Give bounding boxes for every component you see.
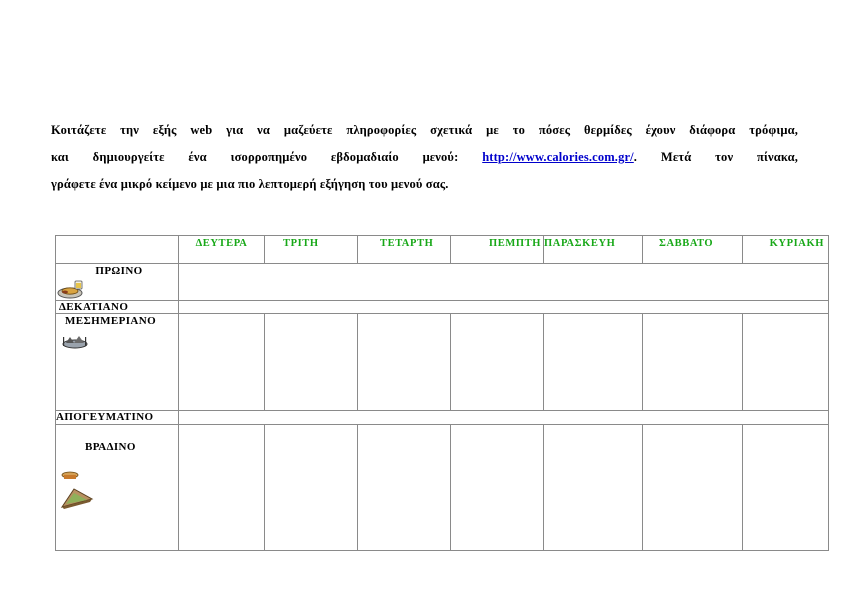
day-header-tuesday: ΤΡΙΤΗ bbox=[265, 236, 358, 264]
breakfast-entry-row[interactable] bbox=[179, 264, 829, 301]
breakfast-plate-icon bbox=[57, 278, 89, 300]
meal-label-snack-morning: ΔΕΚΑΤΙΑΝΟ bbox=[56, 301, 179, 314]
dinner-sandwich-icon bbox=[60, 469, 94, 509]
dinner-monday-cell[interactable] bbox=[179, 425, 265, 551]
dinner-sunday-cell[interactable] bbox=[743, 425, 829, 551]
day-header-sunday: ΚΥΡΙΑΚΗ bbox=[743, 236, 829, 264]
intro-line-2-end: . Μετά τον πίνακα, bbox=[633, 150, 799, 164]
intro-line-3: γράφετε ένα μικρό κείμενο με μια πιο λεπτομερή εξήγηση του μενού σας. bbox=[51, 177, 449, 191]
lunch-monday-cell[interactable] bbox=[179, 314, 265, 411]
day-header-wednesday: ΤΕΤΑΡΤΗ bbox=[358, 236, 451, 264]
meal-row-snack-afternoon bbox=[56, 411, 829, 425]
day-header-saturday: ΣΑΒΒΑΤΟ bbox=[643, 236, 743, 264]
intro-line-2 bbox=[51, 144, 798, 171]
meal-label-lunch-cell bbox=[56, 314, 179, 411]
dinner-wednesday-cell[interactable] bbox=[358, 425, 451, 551]
intro-line-1: Κοιτάζετε την εξής web για να μαζεύετε πληροφορίες σχετικά με το πόσες θερμίδες έχουν διάφορα τρόφιμα, bbox=[51, 123, 798, 137]
meal-label-lunch: ΜΕΣΗΜΕΡΙΑΝΟ bbox=[65, 315, 157, 327]
weekly-menu-table bbox=[55, 235, 829, 551]
lunch-saturday-cell[interactable] bbox=[643, 314, 743, 411]
lunch-friday-cell[interactable] bbox=[544, 314, 643, 411]
intro-paragraph bbox=[51, 117, 798, 198]
dinner-thursday-cell[interactable] bbox=[451, 425, 544, 551]
dinner-tuesday-cell[interactable] bbox=[265, 425, 358, 551]
header-row bbox=[56, 236, 829, 264]
lunch-wednesday-cell[interactable] bbox=[358, 314, 451, 411]
meal-row-snack-morning bbox=[56, 301, 829, 314]
calories-link[interactable]: http://www.calories.com.gr/ bbox=[482, 150, 634, 164]
meal-row-dinner bbox=[56, 425, 829, 551]
day-header-monday: ΔΕΥΤΕΡΑ bbox=[179, 236, 265, 264]
intro-line-2-text: και δημιουργείτε ένα ισορροπημένο εβδομαδιαίο μενού: bbox=[51, 150, 459, 164]
lunch-plate-icon bbox=[61, 333, 89, 349]
day-header-friday: ΠΑΡΑΣΚΕΥΗ bbox=[544, 236, 643, 264]
corner-cell bbox=[56, 236, 179, 264]
meal-label-breakfast: ΠΡΩΙΝΟ bbox=[95, 265, 143, 277]
meal-label-dinner-cell bbox=[56, 425, 179, 551]
dinner-saturday-cell[interactable] bbox=[643, 425, 743, 551]
dinner-friday-cell[interactable] bbox=[544, 425, 643, 551]
lunch-tuesday-cell[interactable] bbox=[265, 314, 358, 411]
meal-row-breakfast bbox=[56, 264, 829, 301]
lunch-sunday-cell[interactable] bbox=[743, 314, 829, 411]
meal-row-lunch bbox=[56, 314, 829, 411]
snack-afternoon-entry-row[interactable] bbox=[179, 411, 829, 425]
meal-label-dinner: ΒΡΑΔΙΝΟ bbox=[85, 441, 136, 453]
meal-label-breakfast-cell bbox=[56, 264, 179, 301]
lunch-thursday-cell[interactable] bbox=[451, 314, 544, 411]
meal-label-snack-afternoon: ΑΠΟΓΕΥΜΑΤΙΝΟ bbox=[56, 411, 179, 425]
day-header-thursday: ΠΕΜΠΤΗ bbox=[451, 236, 544, 264]
snack-morning-entry-row[interactable] bbox=[179, 301, 829, 314]
